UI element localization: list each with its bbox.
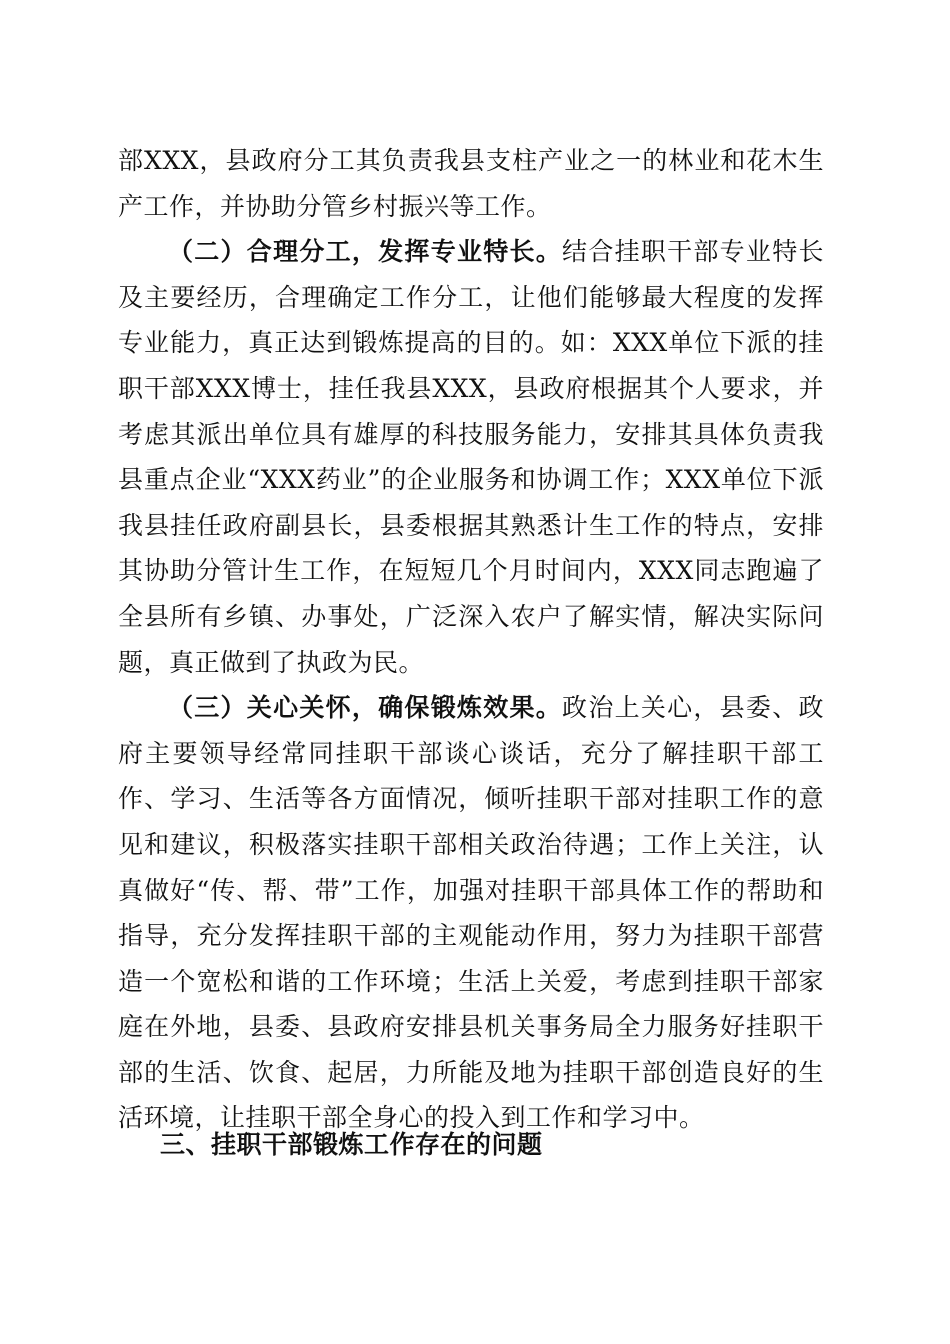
section-3-lead: （三）关心关怀，确保锻炼效果。	[168, 693, 563, 723]
paragraph-section-2	[118, 229, 824, 685]
section-heading-3: 三、挂职干部锻炼工作存在的问题	[160, 1130, 543, 1159]
body-text	[118, 138, 824, 1141]
section-2-body: 结合挂职干部专业特长及主要经历，合理确定工作分工，让他们能够最大程度的发挥专业能力，真正达到锻炼提高的目的。如：XXX单位下派的挂职干部XXX博士，挂任我县XXX，县政府根据其个人要求，并考虑其派出单位具有雄厚的科技服务能力，安排其具体负责我县重点企业“XXX药业”的企业服务和协调工作；XXX单位下派我县挂任政府副县长，县委根据其熟悉计生工作的特点，安排其协助分管计生工作，在短短几个月时间内，XXX同志跑遍了全县所有乡镇、办事处，广泛深入农户了解实情，解决实际问题，真正做到了执政为民。	[118, 237, 824, 677]
paragraph-section-3	[118, 685, 824, 1141]
paragraph-continuation: 部XXX，县政府分工其负责我县支柱产业之一的林业和花木生产工作，并协助分管乡村振兴等工作。	[118, 146, 824, 221]
section-3-body: 政治上关心，县委、政府主要领导经常同挂职干部谈心谈话，充分了解挂职干部工作、学习、生活等各方面情况，倾听挂职干部对挂职工作的意见和建议，积极落实挂职干部相关政治待遇；工作上关注，认真做好“传、帮、带”工作，加强对挂职干部具体工作的帮助和指导，充分发挥挂职干部的主观能动作用，努力为挂职干部营造一个宽松和谐的工作环境；生活上关爱，考虑到挂职干部家庭在外地，县委、县政府安排县机关事务局全力服务好挂职干部的生活、饮食、起居，力所能及地为挂职干部创造良好的生活环境，让挂职干部全身心的投入到工作和学习中。	[118, 693, 824, 1133]
section-2-lead: （二）合理分工，发挥专业特长。	[168, 237, 563, 267]
